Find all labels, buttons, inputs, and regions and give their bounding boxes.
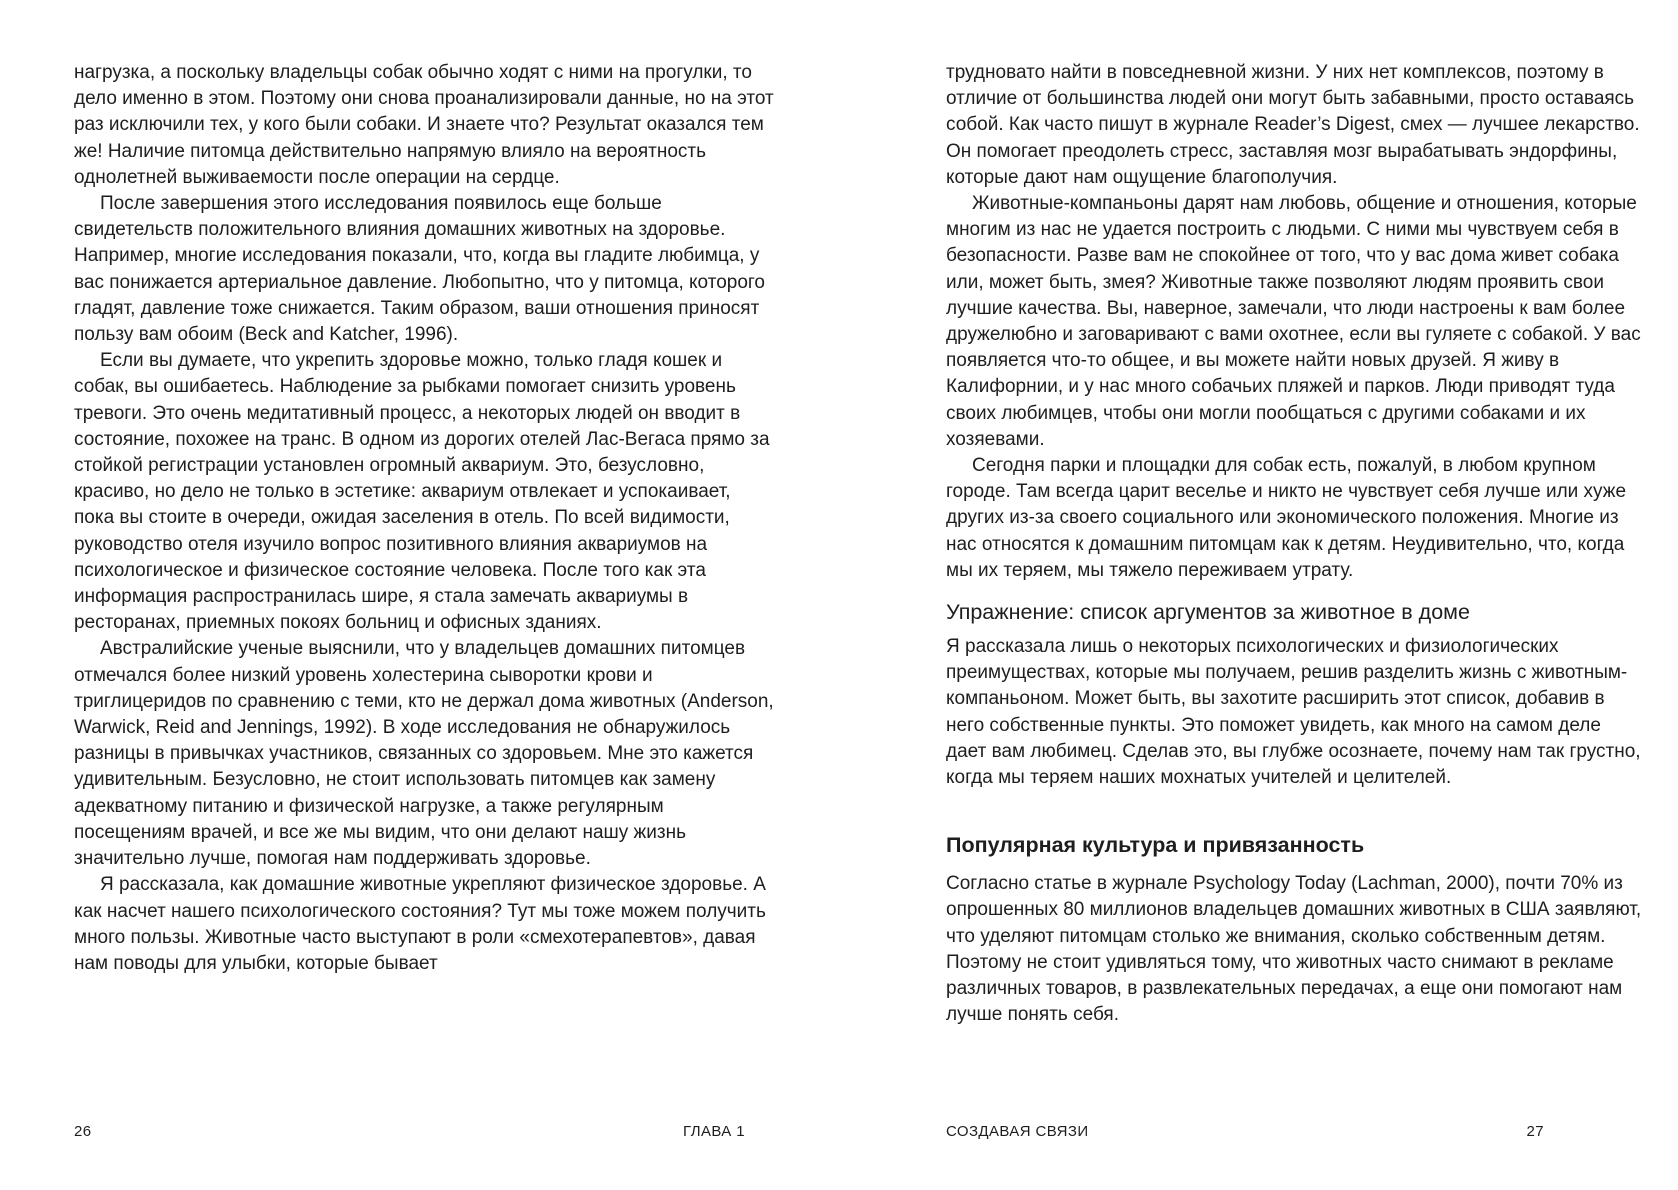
paragraph: Животные-компаньоны дарят нам любовь, общение и отношения, которые многим из нас не удается построить с людьми. С ними мы чувствуем себя в безопасности. Разве вам не спокойнее от того, что у вас дома живет собака или, может быть, змея? Животные также позволяют людям проявить свои лучшие качества. Вы, наверное, замечали, что люди настроены к вам более дружелюбно и заговаривают с вами охотнее, если вы гуляете с собакой. У вас появляется что-то общее, и вы можете найти новых друзей. Я живу в Калифорнии, и у нас много собачьих пляжей и парков. Люди приводят туда своих любимцев, чтобы они могли пообщаться с другими собаками и их хозяевами. — [946, 193, 1641, 450]
right-page-body — [946, 60, 1646, 1029]
running-head: ГЛАВА 1 — [683, 1123, 745, 1140]
paragraph: После завершения этого исследования появилось еще больше свидетельств положительного влияния домашних животных на здоровье. Например, многие исследования показали, что, когда вы гладите любимца, у вас понижается артериальное давление. Любопытно, что у питомца, которого гладят, давление тоже снижается. Таким образом, ваши отношения приносят пользу вам обоим (Beck and Katcher, 1996). — [74, 193, 765, 346]
left-page-body — [74, 60, 774, 977]
running-head: СОЗДАВАЯ СВЯЗИ — [946, 1123, 1089, 1140]
paragraph: нагрузка, а поскольку владельцы собак обычно ходят с ними на прогулки, то дело именно в этом. Поэтому они снова проанализировали данные, но на этот раз исключили тех, у кого были собаки. И знаете что? Результат оказался тем же! Наличие питомца действительно напрямую влияло на вероятность однолетней выживаемости после операции на сердце. — [74, 62, 774, 188]
exercise-text: Я рассказала лишь о некоторых психологических и физиологических преимуществах, которые мы получаем, решив разделить жизнь с животным-компаньоном. Может быть, вы захотите расширить этот список, добавив в него собственные пункты. Это поможет увидеть, как много на самом деле дает вам любимец. Сделав это, вы глубже осознаете, почему нам так грустно, когда мы теряем наших мохнатых учителей и целителей. — [946, 636, 1641, 789]
paragraph: Если вы думаете, что укрепить здоровье можно, только гладя кошек и собак, вы ошибаетесь. Наблюдение за рыбками помогает снизить уровень тревоги. Это очень медитативный процесс, а некоторых людей он вводит в состояние, похожее на транс. В одном из дорогих отелей Лас-Вегаса прямо за стойкой регистрации установлен огромный аквариум. Это, безусловно, красиво, но дело не только в эстетике: аквариум отвлекает и успокаивает, пока вы стоите в очереди, ожидая заселения в отель. По всей видимости, руководство отеля изучило вопрос позитивного влияния аквариумов на психологическое и физическое состояние человека. После того как эта информация распространилась шире, я стала замечать аквариумы в ресторанах, приемных покоях больниц и офисных зданиях. — [74, 350, 770, 634]
paragraph: Австралийские ученые выяснили, что у владельцев домашних питомцев отмечался более низкий уровень холестерина сыворотки крови и триглицеридов по сравнению с теми, кто не держал дома животных (Anderson, Warwick, Reid and Jennings, 1992). В ходе исследования не обнаружилось разницы в привычках участников, связанных со здоровьем. Мне это кажется удивительным. Безусловно, не стоит использовать питомцев как замену адекватному питанию и физической нагрузке, а также регулярным посещениям врачей, и все же мы видим, что они делают нашу жизнь значительно лучше, помогая нам поддерживать здоровье. — [74, 638, 774, 870]
exercise-heading: Упражнение: список аргументов за животное в доме — [946, 600, 1470, 625]
section-heading: Популярная культура и привязанность — [946, 833, 1365, 858]
paragraph: Сегодня парки и площадки для собак есть, пожалуй, в любом крупном городе. Там всегда царит веселье и никто не чувствует себя лучше или хуже других из-за своего социального или экономического положения. Многие из нас относятся к домашним питомцам как к детям. Неудивительно, что, когда мы их теряем, мы тяжело переживаем утрату. — [946, 455, 1627, 581]
paragraph: Я рассказала, как домашние животные укрепляют физическое здоровье. А как насчет нашего психологического состояния? Тут мы тоже можем получить много пользы. Животные часто выступают в роли «смехотерапевтов», давая нам поводы для улыбки, которые бывает — [74, 874, 766, 974]
paragraph: трудновато найти в повседневной жизни. У них нет комплексов, поэтому в отличие от большинства людей они могут быть забавными, просто оставаясь собой. Как часто пишут в журнале Reader’s Digest, смех — лучшее лекарство. Он помогает преодолеть стресс, заставляя мозг вырабатывать эндорфины, которые дают нам ощущение благополучия. — [946, 62, 1640, 188]
page-number: 27 — [1526, 1123, 1544, 1140]
section-text: Согласно статье в журнале Psychology Today (Lachman, 2000), почти 70% из опрошенных 80 миллионов владельцев домашних животных в США заявляют, что уделяют питомцам столько же внимания, сколько собственным детям. Поэтому не стоит удивляться тому, что животных часто снимают в рекламе различных товаров, в развлекательных передачах, а еще они помогают нам лучше понять себя. — [946, 873, 1642, 1026]
page-number: 26 — [74, 1123, 92, 1140]
right-page — [839, 0, 1678, 1190]
